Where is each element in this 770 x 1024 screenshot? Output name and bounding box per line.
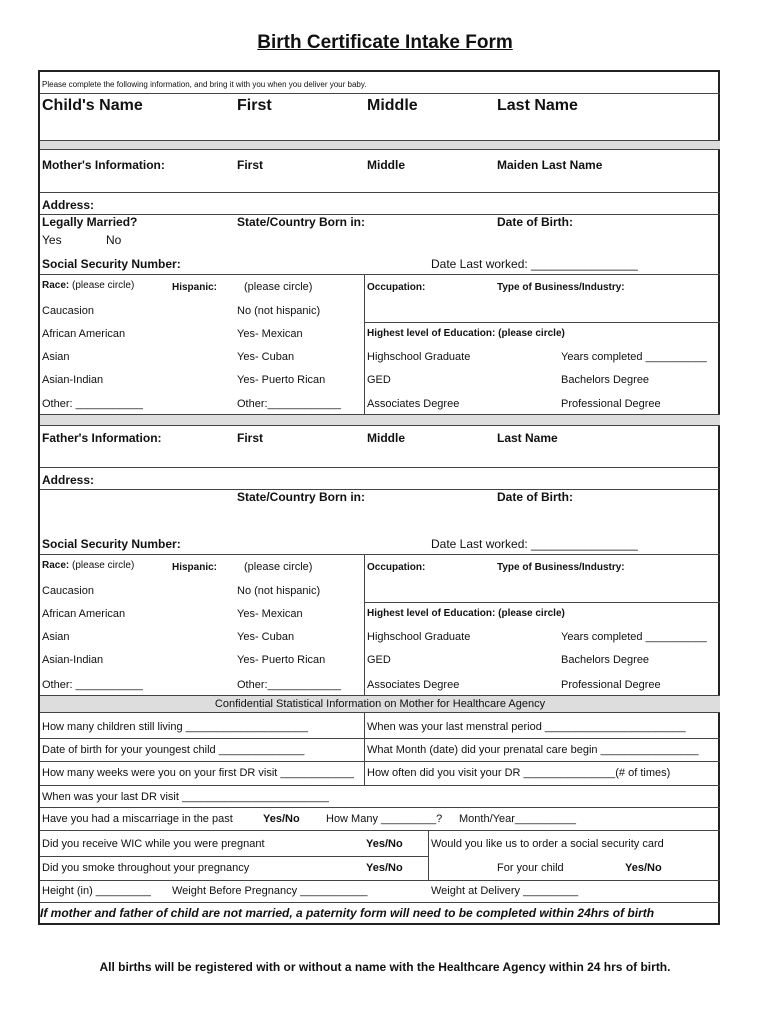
mother-married-yes[interactable]: Yes	[42, 233, 62, 247]
race-label: Race:	[42, 560, 70, 571]
mother-hispanic-option[interactable]: Yes- Puerto Rican	[237, 374, 326, 386]
divider	[40, 830, 720, 831]
footer-text: All births will be registered with or without a name with the Healthcare Agency within 24 hrs of birth.	[99, 960, 671, 974]
father-race-option[interactable]: Asian-Indian	[42, 654, 104, 666]
mother-education-option[interactable]: Professional Degree	[561, 398, 661, 410]
mother-address-label: Address:	[42, 198, 95, 212]
father-dob-label: Date of Birth:	[497, 490, 573, 504]
paternity-note: If mother and father of child are not married, a paternity form will need to be completed within 24hrs of birth	[40, 906, 655, 920]
section-band	[40, 140, 720, 150]
divider	[40, 856, 428, 857]
mother-hispanic-option[interactable]: No (not hispanic)	[237, 305, 321, 317]
mother-education-option[interactable]: GED	[367, 374, 391, 386]
father-last-label: Last Name	[497, 431, 558, 445]
father-first-label: First	[237, 431, 264, 445]
mother-worked-label: Date Last worked: ________________	[431, 257, 638, 271]
child-first-label: First	[237, 97, 272, 114]
column-divider	[428, 830, 429, 880]
mother-hispanic-option[interactable]: Yes- Mexican	[237, 328, 303, 340]
smoke-label: Did you smoke throughout your pregnancy	[42, 862, 250, 874]
miscarriage-count-field[interactable]: How Many _________?	[326, 813, 443, 825]
father-business-label: Type of Business/Industry:	[497, 562, 625, 573]
mother-race-option[interactable]: Asian-Indian	[42, 374, 104, 386]
father-education-option[interactable]: GED	[367, 654, 391, 666]
mother-hispanic-note: (please circle)	[244, 281, 313, 293]
ss-card-yes-no[interactable]: Yes/No	[625, 862, 662, 874]
divider	[40, 902, 720, 903]
divider	[40, 93, 720, 94]
smoke-yes-no[interactable]: Yes/No	[366, 862, 403, 874]
column-divider	[364, 274, 365, 414]
race-note: (please circle)	[72, 560, 135, 571]
father-hispanic-option[interactable]: Yes- Mexican	[237, 608, 303, 620]
mother-married-label: Legally Married?	[42, 215, 138, 229]
wic-label: Did you receive WIC while you were pregnant	[42, 838, 265, 850]
mother-first-label: First	[237, 158, 264, 172]
mother-dob-label: Date of Birth:	[497, 215, 573, 229]
mother-race-option[interactable]: Caucasion	[42, 305, 94, 317]
father-race-label	[42, 560, 134, 571]
father-born-label: State/Country Born in:	[237, 490, 365, 504]
mother-married-no[interactable]: No	[106, 233, 122, 247]
divider	[364, 322, 720, 323]
page-title: Birth Certificate Intake Form	[257, 32, 513, 53]
wic-yes-no[interactable]: Yes/No	[366, 838, 403, 850]
miscarriage-date-field[interactable]: Month/Year__________	[459, 813, 577, 825]
father-worked-label: Date Last worked: ________________	[431, 537, 638, 551]
miscarriage-yes-no[interactable]: Yes/No	[263, 813, 300, 825]
mother-business-label: Type of Business/Industry:	[497, 282, 625, 293]
mother-hispanic-option[interactable]: Other:____________	[237, 398, 341, 410]
miscarriage-label: Have you had a miscarriage in the past	[42, 813, 233, 825]
children-living-field[interactable]: How many children still living ____________________	[42, 721, 309, 733]
father-education-option[interactable]: Associates Degree	[367, 679, 460, 691]
race-label: Race:	[42, 280, 70, 291]
child-name-label: Child's Name	[42, 97, 143, 114]
section-band	[40, 414, 720, 426]
column-divider	[364, 713, 365, 785]
height-field[interactable]: Height (in) _________	[42, 885, 151, 897]
father-race-option[interactable]: African American	[42, 608, 126, 620]
weight-before-field[interactable]: Weight Before Pregnancy ___________	[172, 885, 368, 897]
mother-race-label	[42, 280, 134, 291]
divider	[40, 554, 720, 555]
father-hispanic-option[interactable]: Yes- Puerto Rican	[237, 654, 326, 666]
father-hispanic-option[interactable]: Other:____________	[237, 679, 341, 691]
divider	[364, 602, 720, 603]
father-hispanic-option[interactable]: Yes- Cuban	[237, 631, 295, 643]
mother-race-option[interactable]: African American	[42, 328, 126, 340]
divider	[40, 467, 720, 468]
father-ssn-label: Social Security Number:	[42, 537, 181, 551]
father-hispanic-note: (please circle)	[244, 561, 313, 573]
mother-education-option[interactable]: Years completed __________	[561, 351, 707, 363]
mother-ssn-label: Social Security Number:	[42, 257, 181, 271]
divider	[40, 738, 720, 739]
dr-visit-frequency-field[interactable]: How often did you visit your DR _______________(# of times)	[367, 767, 671, 779]
father-middle-label: Middle	[367, 431, 405, 445]
mother-education-label: Highest level of Education: (please circle)	[367, 328, 565, 339]
father-race-option[interactable]: Caucasion	[42, 585, 94, 597]
father-race-option[interactable]: Asian	[42, 631, 70, 643]
divider	[40, 489, 720, 490]
instruction-text: Please complete the following information, and bring it with you when you deliver your baby.	[42, 80, 367, 89]
divider	[40, 807, 720, 808]
mother-race-option[interactable]: Asian	[42, 351, 70, 363]
for-child-label: For your child	[497, 862, 564, 874]
column-divider	[364, 554, 365, 695]
father-education-label: Highest level of Education: (please circle)	[367, 608, 565, 619]
father-education-option[interactable]: Highschool Graduate	[367, 631, 471, 643]
last-dr-visit-field[interactable]: When was your last DR visit ________________________	[42, 791, 329, 803]
race-note: (please circle)	[72, 280, 135, 291]
mother-hispanic-option[interactable]: Yes- Cuban	[237, 351, 295, 363]
mother-race-option[interactable]: Other: ___________	[42, 398, 143, 410]
divider	[40, 192, 720, 193]
mother-education-option[interactable]: Associates Degree	[367, 398, 460, 410]
mother-occupation-label: Occupation:	[367, 282, 426, 293]
father-race-option[interactable]: Other: ___________	[42, 679, 143, 691]
divider	[40, 880, 720, 881]
divider	[40, 274, 720, 275]
father-info-label: Father's Information:	[42, 431, 162, 445]
youngest-dob-field[interactable]: Date of birth for your youngest child ______________	[42, 744, 305, 756]
father-address-label: Address:	[42, 473, 95, 487]
child-middle-label: Middle	[367, 97, 418, 114]
divider	[40, 785, 720, 786]
ss-card-label: Would you like us to order a social security card	[431, 838, 664, 850]
father-hispanic-label: Hispanic:	[172, 562, 218, 573]
first-visit-weeks-field[interactable]: How many weeks were you on your first DR visit ____________	[42, 767, 354, 779]
last-menstral-field[interactable]: When was your last menstral period _______________________	[367, 721, 686, 733]
divider	[40, 761, 720, 762]
prenatal-start-field[interactable]: What Month (date) did your prenatal care begin ________________	[367, 744, 699, 756]
child-last-label: Last Name	[497, 97, 578, 114]
father-hispanic-option[interactable]: No (not hispanic)	[237, 585, 321, 597]
mother-hispanic-label: Hispanic:	[172, 282, 218, 293]
mother-education-option[interactable]: Highschool Graduate	[367, 351, 471, 363]
mother-maiden-label: Maiden Last Name	[497, 158, 603, 172]
mother-born-label: State/Country Born in:	[237, 215, 365, 229]
mother-info-label: Mother's Information:	[42, 158, 165, 172]
father-education-option[interactable]: Professional Degree	[561, 679, 661, 691]
mother-middle-label: Middle	[367, 158, 405, 172]
father-occupation-label: Occupation:	[367, 562, 426, 573]
weight-delivery-field[interactable]: Weight at Delivery _________	[431, 885, 579, 897]
father-education-option[interactable]: Bachelors Degree	[561, 654, 650, 666]
confidential-header: Confidential Statistical Information on Mother for Healthcare Agency	[40, 695, 720, 713]
divider	[40, 214, 720, 215]
mother-education-option[interactable]: Bachelors Degree	[561, 374, 650, 386]
father-education-option[interactable]: Years completed __________	[561, 631, 707, 643]
